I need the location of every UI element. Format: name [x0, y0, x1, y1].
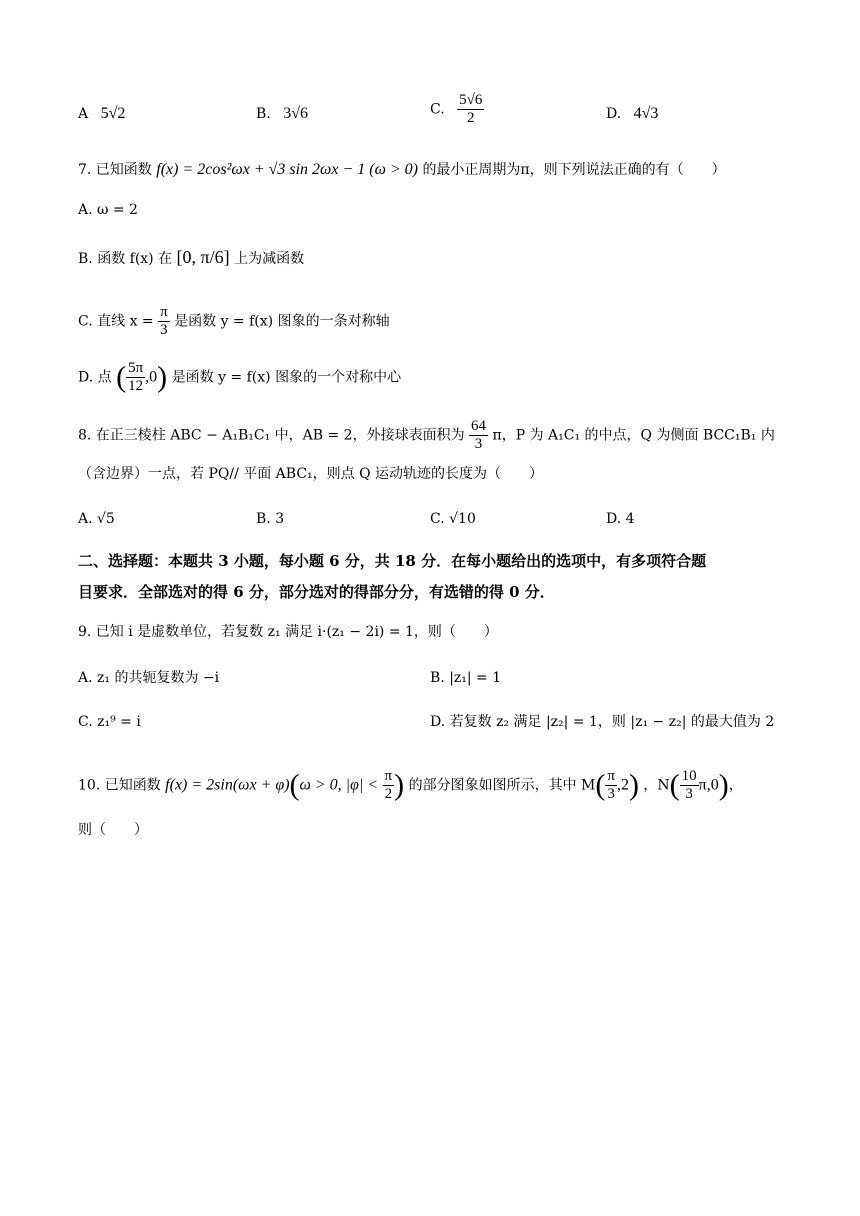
q6-option-c: C. $\frac{5√6}{2}$	[430, 92, 483, 126]
q10-stem-line1: 10. 已知函数 f(x) = 2sin(ωx + φ)(ω > 0, |φ| < $\frac{\pi}{2}$ ) 的部分图象如图所示，其中 M( $\frac{\pi}{3}$ ,2) ，N( $\frac{10}{3}$ π,0)，	[78, 768, 743, 802]
q6-option-a-value: 5√2	[100, 105, 126, 122]
q8-stem-line1: 8. 在正三棱柱 ABC − A₁B₁C₁ 中，AB = 2，外接球表面积为 $\frac{64}{3}$ π，P 为 A₁C₁ 的中点，Q 为侧面 BCC₁B₁ 内	[78, 418, 775, 452]
q9-option-d: D. 若复数 z₂ 满足 |z₂| = 1，则 |z₁ − z₂| 的最大值为 2	[430, 714, 775, 730]
q8-option-a: A. √5	[78, 511, 115, 527]
q6-option-d: D. 4√3	[606, 105, 659, 122]
q10-point-n-fraction: $\frac{10}{3}$	[681, 768, 697, 802]
section2-heading-line2: 目要求．全部选对的得 6 分，部分选对的得部分分，有选错的得 0 分．	[78, 583, 555, 601]
q7-stem: 7. 已知函数 f(x) = 2cos²ωx + √3 sin 2ωx − 1 (ω > 0) 的最小正周期为π，则下列说法正确的有（ ）	[78, 161, 726, 178]
q6-option-b-value: 3√6	[283, 105, 308, 122]
q10-condition-fraction: $\frac{\pi}{2}$	[384, 768, 393, 802]
q7-option-d: D. 点 ( $\frac{5\pi}{12}$ ,0) 是函数 y = f(x) 图象的一个对称中心	[78, 360, 402, 394]
q7-option-b: B. 函数 f(x) 在 [0, π/6] 上为减函数	[78, 247, 305, 267]
q10-formula: f(x) = 2sin(ωx + φ)	[165, 776, 290, 794]
q6-option-a: A 5√2	[78, 105, 126, 122]
q9-stem: 9. 已知 i 是虚数单位，若复数 z₁ 满足 i·(z₁ − 2i) = 1，则（ ）	[78, 624, 498, 640]
q6-option-d-value: 4√3	[633, 105, 659, 122]
q8-option-c: C. √10	[430, 511, 476, 527]
q6-option-b: B. 3√6	[256, 105, 308, 122]
q8-fraction: $\frac{64}{3}$	[471, 418, 487, 452]
q7-option-c: C. 直线 x = $\frac{\pi}{3}$ 是函数 y = f(x) 图象的一条对称轴	[78, 304, 390, 338]
q8-option-d: D. 4	[606, 511, 635, 527]
q9-option-b: B. |z₁| = 1	[430, 670, 502, 686]
q10-point-m-fraction: $\frac{\pi}{3}$	[607, 768, 615, 802]
q9-option-c: C. z₁⁹ = i	[78, 714, 141, 730]
q7-option-b-interval: [0, π/6]	[176, 247, 230, 267]
q7-option-a: A. ω = 2	[78, 202, 138, 218]
q8-option-b: B. 3	[256, 511, 285, 527]
q8-stem-line2: （含边界）一点，若 PQ// 平面 ABC₁，则点 Q 运动轨迹的长度为（ ）	[78, 466, 544, 482]
q7-option-d-fraction: $\frac{5\pi}{12}$	[128, 360, 144, 394]
section2-heading-line1: 二、选择题：本题共 3 小题，每小题 6 分，共 18 分．在每小题给出的选项中，有多项符合题	[78, 552, 707, 570]
q7-formula: f(x) = 2cos²ωx + √3 sin 2ωx − 1 (ω > 0)	[156, 161, 418, 178]
q7-option-c-fraction: $\frac{\pi}{3}$	[160, 304, 168, 338]
q9-option-a: A. z₁ 的共轭复数为 −i	[78, 670, 220, 686]
q10-stem-line2: 则（ ）	[78, 822, 148, 838]
q6-option-c-fraction: $\frac{5√6}{2}$	[459, 92, 483, 126]
